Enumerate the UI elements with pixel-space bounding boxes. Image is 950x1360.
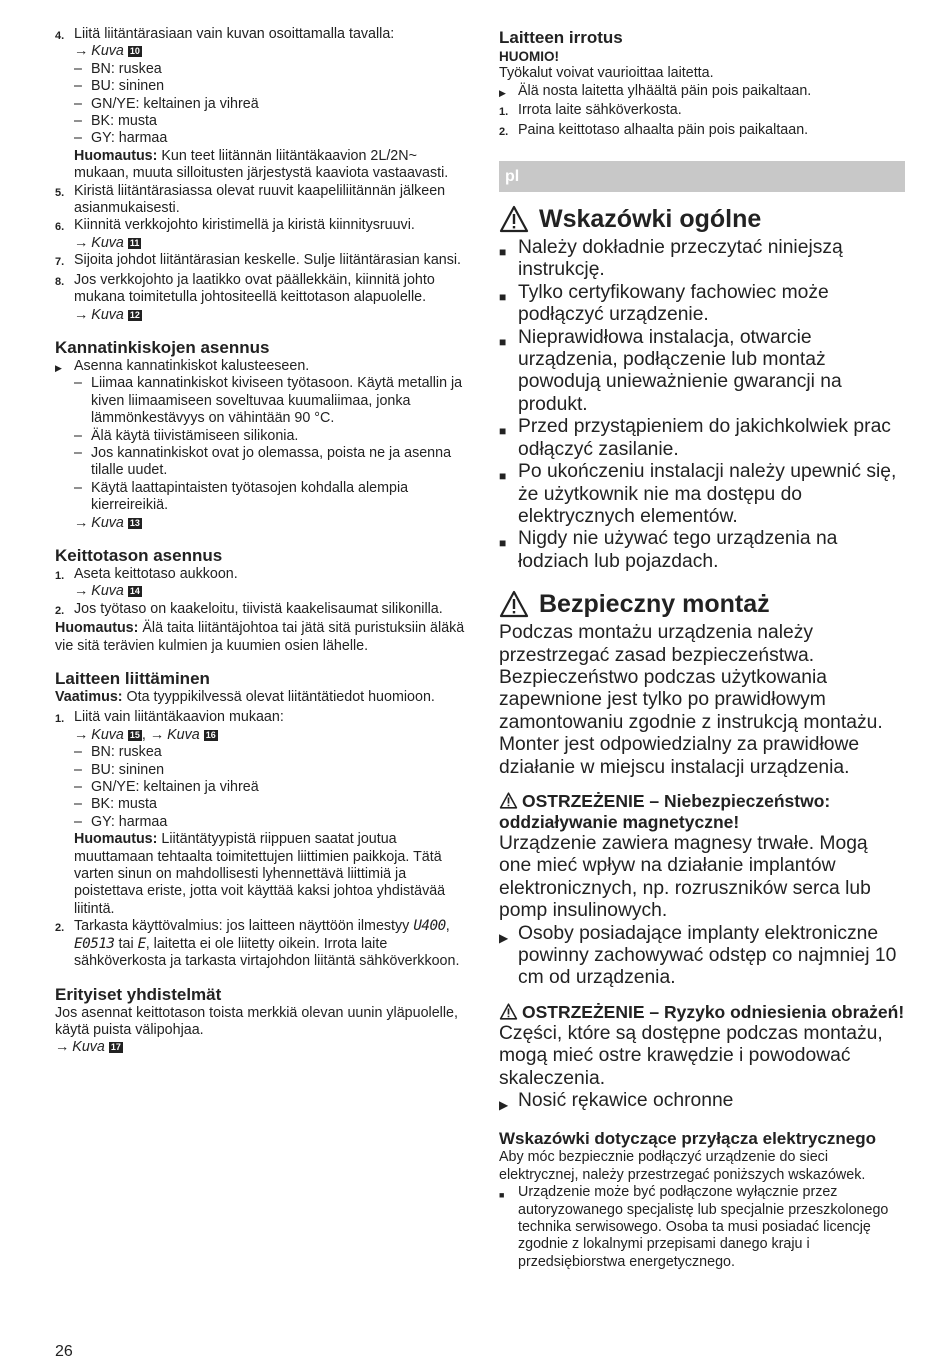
figure-number: 13 [129,517,140,528]
step-number: 5. [55,186,65,199]
step-number: 1. [55,713,65,726]
list-item: ■ Przed przystąpieniem do jakichkolwiek prac odłączyć zasilanie. [499,416,891,460]
wire-item: – GY: harmaa [74,130,168,147]
right-column [499,28,905,1271]
caution-label: HUOMIO! [499,49,559,64]
dash-icon: – [74,60,82,77]
step-text: Liitä vain liitäntäkaavion mukaan: [74,709,284,726]
note [74,831,465,918]
figure-ref [74,515,465,532]
note [55,620,465,655]
triangle-right-icon: ▶ [55,362,62,373]
step-text: Liitä liitäntärasiaan vain kuvan osoittamalla tavalla: [74,26,395,42]
heading-text: Bezpieczny montaż [539,590,770,619]
figure-ref [74,583,465,600]
section-heading-hob: Keittotason asennus [55,545,223,565]
wire-item: – BK: musta [74,796,157,813]
figure-ref [74,727,465,744]
step-7 [55,252,465,271]
step-number: 2. [499,125,509,138]
figure-ref-label: Kuva [167,726,200,743]
step-4 [55,26,465,183]
square-bullet-icon: ■ [499,424,507,439]
display-code: U400 [413,918,446,935]
dash-item: – Liimaa kannatinkiskot kiviseen työtasoon. Käytä metallin ja kiven liimaamiseen soveltuvaa kuumaliimaa, jonka lämmönkestävyys on vähintään 90 °C. [74,375,463,427]
wire-item: – BU: sininen [74,761,165,778]
safe-text: Podczas montażu urządzenia należy przestrzegać zasad bezpieczeństwa. Bezpieczeństwo podczas użytkowania zapewnione jest tylko po prawidłowym zamontowaniu zgodnie z instrukcją montażu. Monter jest odpowiedzialny za prawidłowe działanie w miejscu instalacji urządzenia. [499,622,883,778]
note-label: Huomautus: [74,147,158,164]
arrow-right-icon: → [74,583,89,600]
figure-ref [74,235,465,252]
figure-ref-label: Kuva [91,306,124,323]
wire-item: – BN: ruskea [74,60,162,77]
requirement [55,689,465,706]
note-label: Huomautus: [74,831,158,848]
dash-item: – Älä käytä tiivistämiseen silikonia. [74,427,299,444]
action-item: ▶ Osoby posiadające implanty elektroniczne powinny zachowywać odstęp co najmniej 10 cm od urządzenia. [499,922,897,989]
step-8 [55,272,465,324]
dash-icon: – [74,813,82,830]
section-heading-connect: Laitteen liittäminen [55,669,210,688]
step-text: Kiinnitä verkkojohto kiristimellä ja kiristä kiinnitysruuvi. [74,217,415,234]
warning-heading-injury [499,1002,905,1023]
dash-icon: – [74,779,82,796]
note-label: Huomautus: [55,620,139,637]
figure-ref-label: Kuva [72,1039,105,1056]
section-heading-remove: Laitteen irrotus [499,28,623,47]
note-text: Älä taita liitäntäjohtoa tai jätä sitä puristuksiin äläkä vie sitä terävien kulmien ja kuumien osien lähelle. [55,620,465,654]
figure-ref-label: Kuva [91,234,124,251]
square-bullet-icon: ■ [499,289,507,304]
electrical-text: Aby móc bezpiecznie podłączyć urządzenie do sieci elektrycznej, należy przestrzegać poniższych wskazówek. [499,1149,866,1183]
warning-triangle-icon [499,205,529,233]
figure-ref [55,1039,465,1056]
dash-icon: – [74,744,82,761]
square-bullet-icon: ■ [499,245,507,260]
warning-title: OSTRZEŻENIE – Niebezpieczeństwo: oddziaływanie magnetyczne! [499,790,831,832]
dash-icon: – [74,761,82,778]
warning-triangle-icon [499,590,529,618]
connect-step-1 [55,709,465,918]
step-number: 1. [55,569,65,582]
wire-item: – BU: sininen [74,78,165,95]
step-number: 1. [499,106,509,119]
figure-ref-label: Kuva [91,514,124,531]
figure-number: 12 [129,309,140,320]
dash-icon: – [74,479,82,496]
arrow-right-icon: → [74,234,89,251]
caution-text: Työkalut voivat vaurioittaa laitetta. [499,65,714,82]
step-6 [55,217,465,252]
section-heading-electrical: Wskazówki dotyczące przyłącza elektrycznego [499,1129,876,1149]
section-heading-safe [499,589,905,619]
warning-title: OSTRZEŻENIE – Ryzyko odniesienia obrażeń! [522,1001,905,1022]
dash-icon: – [74,796,82,813]
square-bullet-icon: ■ [499,536,507,551]
step-text: Sijoita johdot liitäntärasian keskelle. Sulje liitäntärasian kansi. [74,252,462,269]
square-bullet-icon: ■ [499,469,507,484]
left-column [55,26,465,1057]
note-text: Liitäntätyypistä riippuen saatat joutua muuttamaan tehtaalta toimitettujen liittimien paikkoja. Tätä varten sinun on mahdollisesti lyhennettävä liittimiä ja poistettava eriste, jotta voit käyttää kaksi johtoa yhdistävää liitintä. [74,831,446,917]
action-text: Asenna kannatinkiskot kalusteeseen. [74,357,310,374]
step-number: 7. [55,256,65,269]
requirement-label: Vaatimus: [55,689,123,705]
figure-ref-label: Kuva [91,583,124,600]
dash-icon: – [74,130,82,147]
arrow-right-icon: → [149,726,165,743]
wire-item: – GY: harmaa [74,813,168,830]
dash-item: – Jos kannatinkiskot ovat jo olemassa, poista ne ja asenna tilalle uudet. [74,444,452,479]
triangle-right-icon: ▶ [499,1098,509,1113]
figure-number: 15 [129,729,140,740]
step-text: Kiristä liitäntärasiassa olevat ruuvit kaapeliliitännän jälkeen asianmukaisesti. [74,182,446,217]
remove-step-1: 1. Irrota laite sähköverkosta. [499,102,905,121]
step-5 [55,183,465,218]
requirement-text: Ota tyyppikilvessä olevat liitäntätiedot huomioon. [122,689,435,705]
wire-item: – BN: ruskea [74,744,162,761]
warning-triangle-icon [499,792,518,809]
figure-number: 16 [205,729,216,740]
list-item: ■ Należy dokładnie przeczytać niniejszą instrukcję. [499,237,843,281]
dash-item: – Käytä laattapintaisten työtasojen kohdalla alempia kierreireikiä. [74,479,409,514]
heading-text: Wskazówki ogólne [539,205,762,234]
dash-icon: – [74,375,82,392]
step-number: 2. [55,922,65,935]
hob-step-1 [55,566,465,601]
step-number: 4. [55,30,65,42]
action-item [55,358,465,532]
warning-text: Części, które są dostępne podczas montażu, mogą mieć ostre krawędzie i powodować skaleczenia. [499,1022,883,1089]
dash-icon: – [74,427,82,444]
figure-number: 14 [129,586,140,597]
list-item: ■ Nieprawidłowa instalacja, otwarcie urządzenia, podłączenie lub montaż powodują unieważnienie gwarancji na produkt. [499,326,842,415]
figure-ref [74,307,465,324]
step-text: Tarkasta käyttövalmius: jos laitteen näyttöön ilmestyy U400, E0513 tai E, laitetta ei ole liitetty oikein. Irrota laite sähköverkosta ja tarkasta virtajohdon liitäntä sähköverkkoon. [74,918,460,970]
note-text: Kun teet liitännän liitäntäkaavion 2L/2N~ mukaan, muuta silloitusten järjestystä kaaviota vastaavasti. [74,147,449,182]
display-code: E0513 [74,935,115,952]
warning-text: Urządzenie zawiera magnesy trwałe. Mogą one mieć wpływ na działanie implantów elektronicznych, np. rozruszników serca lub pomp insulinowych. [499,832,871,922]
triangle-right-icon: ▶ [499,87,506,98]
arrow-right-icon: → [74,43,89,60]
warning-triangle-icon [499,1003,518,1020]
general-list [499,237,905,573]
arrow-right-icon: → [55,1039,70,1056]
arrow-right-icon: → [74,306,89,323]
step-text: Jos verkkojohto ja laatikko ovat päällekkäin, kiinnitä johto mukana toimitetulla johtositeellä keittotason alapuolelle. [74,271,435,306]
wire-item: – GN/YE: keltainen ja vihreä [74,779,259,796]
dash-icon: – [74,113,82,130]
dash-icon: – [74,444,82,461]
dash-icon: – [74,78,82,95]
separator: , [141,726,150,743]
step-text: Aseta keittotaso aukkoon. [74,565,238,582]
figure-number: 11 [129,237,140,248]
triangle-right-icon: ▶ [499,930,509,945]
square-bullet-icon: ■ [499,334,507,349]
note [74,148,465,183]
section-heading-general [499,204,905,234]
arrow-right-icon: → [74,514,89,531]
list-item: ■ Tylko certyfikowany fachowiec może podłączyć urządzenie. [499,281,829,326]
step-number: 8. [55,275,65,288]
section-heading-special: Erityiset yhdistelmät [55,984,222,1004]
figure-ref-label: Kuva [91,43,124,60]
dash-icon: – [74,95,82,112]
step-text: Jos työtaso on kaakeloitu, tiivistä kaakelisaumat silikonilla. [74,600,443,617]
list-item: ■ Po ukończeniu instalacji należy upewnić się, że użytkownik nie ma dostępu do elektrycznych elementów. [499,461,897,527]
square-bullet-icon: ■ [499,1190,505,1201]
step-number: 6. [55,221,65,234]
wire-item: – GN/YE: keltainen ja vihreä [74,95,259,112]
figure-ref [74,43,465,60]
figure-number: 10 [129,46,140,57]
action-item: ▶ Älä nosta laitetta ylhäältä päin pois paikaltaan. [499,83,905,102]
action-item: ▶ Nosić rękawice ochronne [499,1090,905,1116]
display-code: E [137,935,146,952]
connect-step-2 [55,918,465,970]
section-heading-handles: Kannatinkiskojen asennus [55,337,270,357]
list-item: ■ Urządzenie może być podłączone wyłącznie przez autoryzowanego specjalistę lub specjalnie przeszkolonego technika serwisowego. Osoba ta musi posiadać licencję zgodnie z lokalnymi przepisami danego kraju i przedsiębiorstwa energetycznego. [499,1184,889,1270]
page-number: 26 [55,1343,73,1360]
list-item: ■ Nigdy nie używać tego urządzenia na łodziach lub pojazdach. [499,528,838,572]
arrow-right-icon: → [74,726,89,743]
hob-step-2 [55,601,465,620]
step-number: 2. [55,604,65,617]
language-bar: pl [499,161,905,192]
figure-number: 17 [110,1042,121,1053]
figure-ref-label: Kuva [91,726,124,743]
wire-item: – BK: musta [74,113,157,130]
warning-heading-magnetic [499,791,905,833]
special-text: Jos asennat keittotason toista merkkiä olevan uunin yläpuolelle, käytä puista välipohjaa. [55,1004,458,1038]
remove-step-2: 2. Paina keittotaso alhaalta päin pois paikaltaan. [499,122,905,141]
